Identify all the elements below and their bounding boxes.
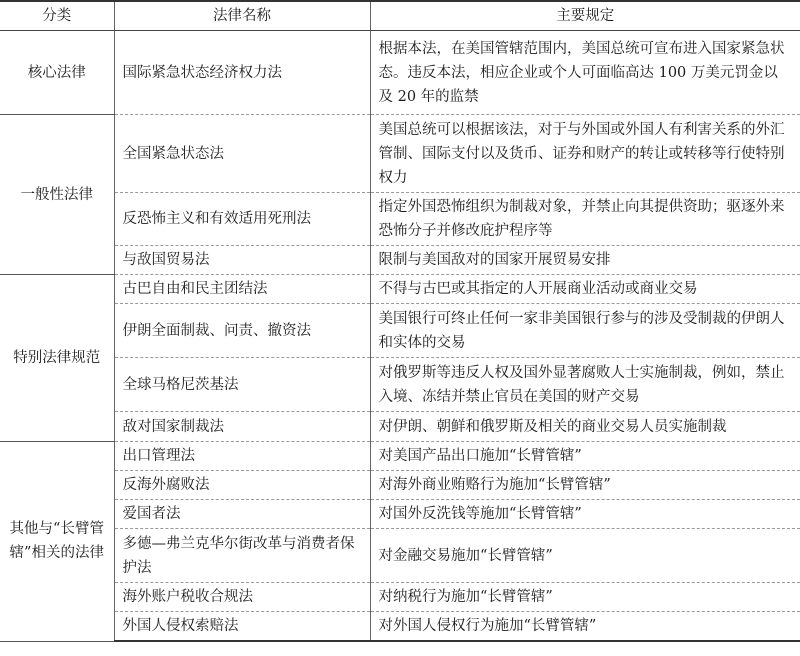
main-rule-cell: 对伊朗、朝鲜和俄罗斯及相关的商业交易人员实施制裁 — [370, 412, 800, 442]
main-rule-cell: 对国外反洗钱等施加“长臂管辖” — [370, 500, 800, 529]
category-cell: 核心法律 — [0, 31, 114, 115]
law-name-cell: 敌对国家制裁法 — [114, 412, 370, 442]
law-name-cell: 与敌国贸易法 — [114, 246, 370, 275]
header-main-rule: 主要规定 — [370, 1, 800, 31]
law-name-cell: 反恐怖主义和有效适用死刑法 — [114, 193, 370, 246]
main-rule-cell: 指定外国恐怖组织为制裁对象，并禁止向其提供资助；驱逐外来恐怖分子并修改庇护程序等 — [370, 193, 800, 246]
table-row — [0, 246, 800, 275]
table-row — [0, 193, 800, 246]
header-law-name: 法律名称 — [114, 1, 370, 31]
main-rule-cell: 对俄罗斯等违反人权及国外显著腐败人士实施制裁，例如，禁止入境、冻结并禁止官员在美国的财产交易 — [370, 358, 800, 412]
table-row — [0, 358, 800, 412]
law-name-cell: 外国人侵权索赔法 — [114, 612, 370, 642]
law-name-cell: 多德—弗兰克华尔街改革与消费者保护法 — [114, 529, 370, 583]
category-cell: 其他与“长臂管辖”相关的法律 — [0, 442, 114, 642]
law-name-cell: 全球马格尼茨基法 — [114, 358, 370, 412]
table-row — [0, 304, 800, 358]
table-row — [0, 442, 800, 471]
table-row — [0, 115, 800, 193]
law-name-cell: 伊朗全面制裁、问责、撤资法 — [114, 304, 370, 358]
main-rule-cell: 根据本法，在美国管辖范围内，美国总统可宣布进入国家紧急状态。违反本法，相应企业或个人可面临高达 100 万美元罚金以及 20 年的监禁 — [370, 31, 800, 115]
main-rule-cell: 美国银行可终止任何一家非美国银行参与的涉及受制裁的伊朗人和实体的交易 — [370, 304, 800, 358]
category-cell: 特别法律规范 — [0, 275, 114, 442]
table-row — [0, 583, 800, 612]
law-name-cell: 海外账户税收合规法 — [114, 583, 370, 612]
header-category: 分类 — [0, 1, 114, 31]
table-row — [0, 412, 800, 442]
law-name-cell: 出口管理法 — [114, 442, 370, 471]
table-row — [0, 275, 800, 304]
table-row — [0, 612, 800, 642]
category-cell: 一般性法律 — [0, 115, 114, 275]
law-name-cell: 反海外腐败法 — [114, 471, 370, 500]
header-row — [0, 1, 800, 31]
table-row — [0, 471, 800, 500]
table-row — [0, 31, 800, 115]
law-name-cell: 爱国者法 — [114, 500, 370, 529]
table-row — [0, 500, 800, 529]
main-rule-cell: 美国总统可以根据该法，对于与外国或外国人有利害关系的外汇管制、国际支付以及货币、证券和财产的转让或转移等行使特别权力 — [370, 115, 800, 193]
main-rule-cell: 对纳税行为施加“长臂管辖” — [370, 583, 800, 612]
law-name-cell: 古巴自由和民主团结法 — [114, 275, 370, 304]
main-rule-cell: 对美国产品出口施加“长臂管辖” — [370, 442, 800, 471]
law-name-cell: 全国紧急状态法 — [114, 115, 370, 193]
table-row — [0, 529, 800, 583]
main-rule-cell: 不得与古巴或其指定的人开展商业活动或商业交易 — [370, 275, 800, 304]
main-rule-cell: 对海外商业贿赂行为施加“长臂管辖” — [370, 471, 800, 500]
law-name-cell: 国际紧急状态经济权力法 — [114, 31, 370, 115]
main-rule-cell: 对金融交易施加“长臂管辖” — [370, 529, 800, 583]
main-rule-cell: 对外国人侵权行为施加“长臂管辖” — [370, 612, 800, 642]
main-rule-cell: 限制与美国敌对的国家开展贸易安排 — [370, 246, 800, 275]
